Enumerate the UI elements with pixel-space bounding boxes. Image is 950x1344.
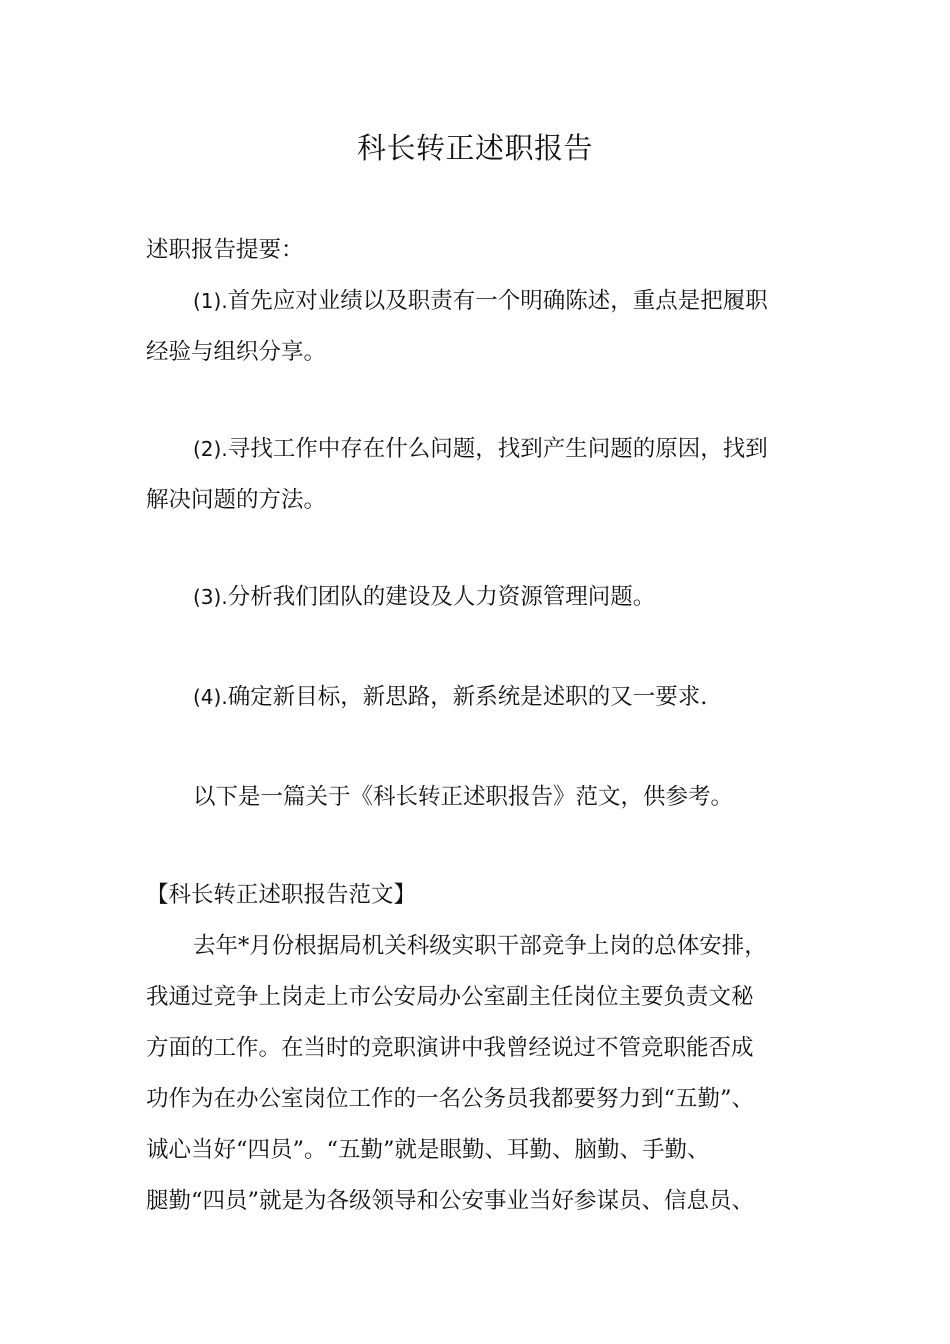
point-2-text: 寻找工作中存在什么问题，找到产生问题的原因，找到 — [227, 436, 768, 462]
document-title: 科长转正述职报告 — [356, 131, 593, 165]
intro-heading: 述职报告提要： — [146, 237, 304, 263]
point-2-number: (2). — [193, 437, 228, 461]
body-line-1: 去年*月份根据局机关科级实职干部竞争上岗的总体安排， — [193, 933, 767, 959]
point-4-text: 确定新目标，新思路，新系统是述职的又一要求. — [227, 684, 708, 710]
point-2-line-2: 解决问题的方法。 — [146, 487, 327, 513]
point-1-line-1 — [193, 284, 768, 318]
point-2-line-1 — [193, 432, 768, 466]
reference-note: 以下是一篇关于《科长转正述职报告》范文，供参考。 — [193, 784, 734, 810]
section-heading: 【科长转正述职报告范文】 — [146, 882, 417, 908]
point-3-line-1 — [193, 580, 655, 614]
body-line-5: 诚心当好“四员”。“五勤”就是眼勤、耳勤、脑勤、手勤、 — [146, 1137, 710, 1163]
point-4-number: (4). — [193, 685, 228, 709]
point-3-number: (3). — [193, 585, 228, 609]
point-1-number: (1). — [193, 289, 228, 313]
point-1-text: 首先应对业绩以及职责有一个明确陈述，重点是把履职 — [227, 288, 768, 314]
body-line-3: 方面的工作。在当时的竞职演讲中我曾经说过不管竞职能否成 — [146, 1035, 754, 1061]
point-1-line-2: 经验与组织分享。 — [146, 339, 327, 365]
body-line-2: 我通过竞争上岗走上市公安局办公室副主任岗位主要负责文秘 — [146, 984, 754, 1010]
body-line-6: 腿勤“四员”就是为各级领导和公安事业当好参谋员、信息员、 — [146, 1188, 755, 1214]
point-3-text: 分析我们团队的建设及人力资源管理问题。 — [227, 584, 656, 610]
body-line-4: 功作为在办公室岗位工作的一名公务员我都要努力到“五勤”、 — [146, 1086, 755, 1112]
point-4-line-1 — [193, 680, 707, 714]
